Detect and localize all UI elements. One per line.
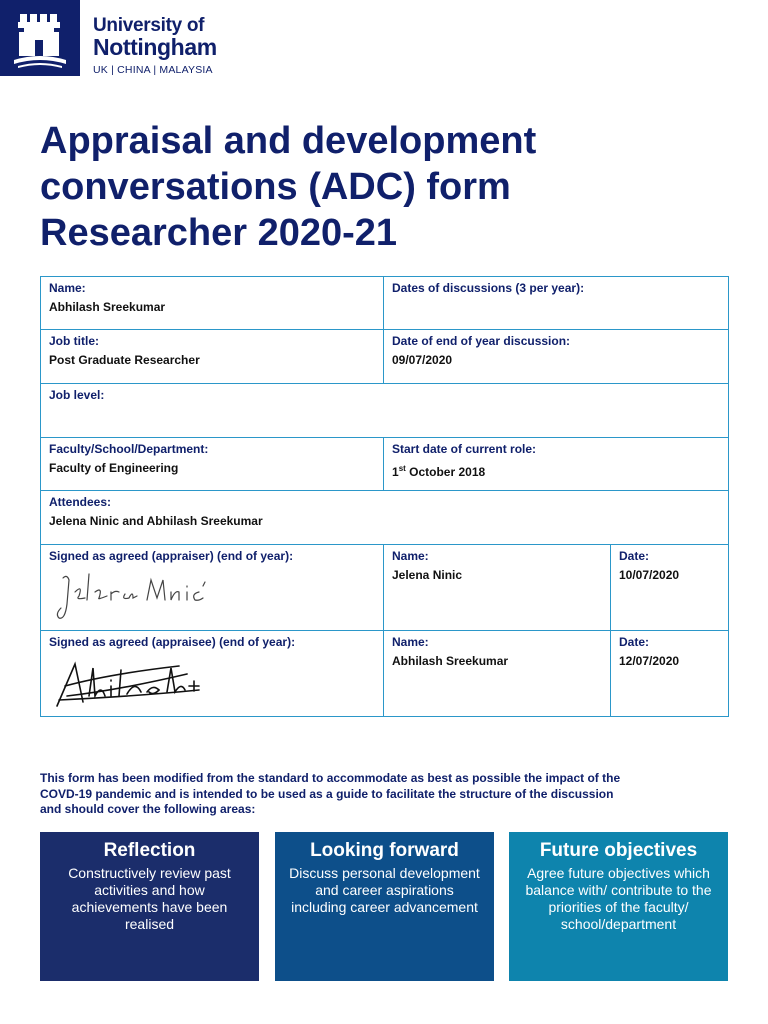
- appraisee-signature: [49, 656, 219, 712]
- appraiser-name-value: Jelena Ninic: [392, 568, 463, 582]
- appraisee-name-value: Abhilash Sreekumar: [392, 654, 509, 668]
- appraiser-date-cell: [611, 545, 729, 631]
- start-month-year: October 2018: [405, 465, 486, 479]
- appraiser-date-label: Date:: [619, 549, 650, 563]
- looking-forward-box: [275, 832, 494, 981]
- appraiser-signature: [49, 570, 219, 626]
- looking-forward-desc: Discuss personal development and career aspirations including career advancement: [289, 865, 480, 915]
- start-date-value: [392, 461, 720, 480]
- start-day-suffix: st: [398, 464, 406, 473]
- end-year-label: Date of end of year discussion:: [392, 334, 571, 348]
- appraisee-name-label: Name:: [392, 635, 429, 649]
- appraisee-signature-cell: [41, 631, 384, 717]
- job-title-cell: [41, 330, 384, 384]
- castle-crest-icon: [0, 0, 80, 76]
- looking-forward-title: Looking forward: [310, 840, 459, 861]
- job-title-label: Job title:: [49, 334, 99, 348]
- university-campuses: UK | CHINA | MALAYSIA: [93, 64, 213, 76]
- start-date-cell: [384, 438, 729, 491]
- job-title-value: Post Graduate Researcher: [49, 353, 200, 367]
- reflection-title: Reflection: [103, 840, 196, 861]
- job-level-cell: [41, 384, 729, 438]
- reflection-box: [40, 832, 259, 981]
- attendees-value: Jelena Ninic and Abhilash Sreekumar: [49, 514, 263, 528]
- page-title: [40, 118, 740, 256]
- faculty-value: Faculty of Engineering: [49, 461, 179, 475]
- start-day: 1: [392, 465, 399, 479]
- faculty-label: Faculty/School/Department:: [49, 442, 209, 456]
- appraisee-name-cell: [384, 631, 611, 717]
- faculty-cell: [41, 438, 384, 491]
- appraiser-name-cell: [384, 545, 611, 631]
- reflection-desc: Constructively review past activities and how achievements have been realised: [68, 865, 231, 932]
- appraiser-signature-cell: [41, 545, 384, 631]
- dates-label: Dates of discussions (3 per year):: [392, 281, 585, 295]
- future-objectives-title: Future objectives: [539, 840, 698, 861]
- appraiser-name-label: Name:: [392, 549, 429, 563]
- university-line-2: Nottingham: [93, 34, 217, 60]
- name-value: Abhilash Sreekumar: [49, 300, 166, 314]
- adc-form-table: [40, 276, 729, 717]
- appraisee-date-value: 12/07/2020: [619, 654, 680, 668]
- attendees-cell: [41, 491, 729, 545]
- job-level-label: Job level:: [49, 388, 105, 402]
- university-line-1: University of: [93, 15, 205, 36]
- title-line-3: Researcher 2020-21: [40, 212, 398, 254]
- end-year-cell: [384, 330, 729, 384]
- appraisee-signature-label: Signed as agreed (appraisee) (end of year):: [49, 635, 296, 649]
- university-wordmark: [93, 16, 217, 76]
- title-line-2: conversations (ADC) form: [40, 166, 511, 208]
- start-date-label: Start date of current role:: [392, 442, 537, 456]
- name-cell: [41, 277, 384, 330]
- appraisee-date-label: Date:: [619, 635, 650, 649]
- name-label: Name:: [49, 281, 86, 295]
- appraiser-date-value: 10/07/2020: [619, 568, 680, 582]
- appraisee-date-cell: [611, 631, 729, 717]
- appraiser-signature-label: Signed as agreed (appraiser) (end of year):: [49, 549, 294, 563]
- dates-cell: [384, 277, 729, 330]
- attendees-label: Attendees:: [49, 495, 112, 509]
- future-objectives-box: [509, 832, 728, 981]
- future-objectives-desc: Agree future objectives which balance with/ contribute to the priorities of the faculty/ school/department: [525, 865, 712, 932]
- end-year-value: 09/07/2020: [392, 353, 453, 367]
- logo-block: [0, 0, 80, 76]
- title-line-1: Appraisal and development: [40, 120, 537, 162]
- intro-text: This form has been modified from the standard to accommodate as best as possible the impact of the COVD-19 pandemic and is intended to be used as a guide to facilitate the structure of the discussion and should cover the following areas:: [40, 771, 621, 816]
